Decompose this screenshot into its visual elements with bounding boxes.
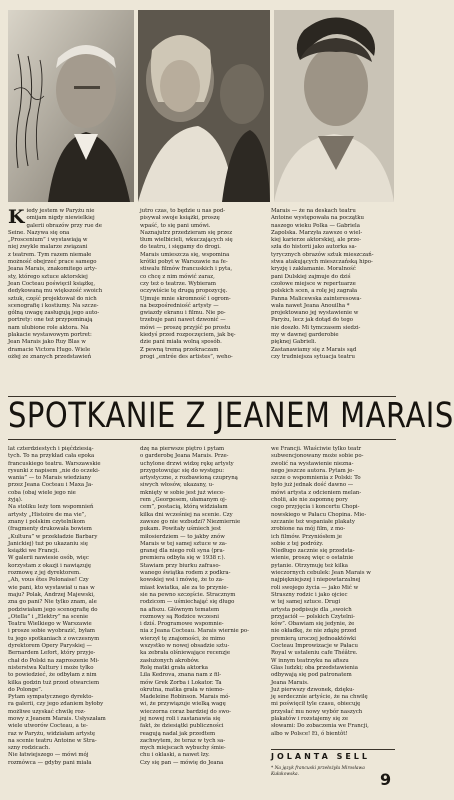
text-line: premierą uroczej jednoaktówki [271,635,357,642]
text-line: mówi — proszę przyjść po prostu [140,324,231,331]
text-line: kilka dni wcześniej na scenie. Czy [140,511,233,518]
text-line: wiele utworów Cocteau, a te- [8,723,88,730]
text-line: Stawiam przy biurku zafraso- [140,562,221,569]
text-line: ożłej ze znanych przedstawień [8,353,92,360]
text-line: pisywał swoje książki, proszę [140,215,220,222]
text-line: siwych włosów, ukazany, u- [140,482,214,489]
text-line: pięknej Gabrieli. [271,339,317,346]
text-line: Nie łatwiejszego — mówi mój [8,752,89,759]
text-line: wała nawet Jeana Anouilha * [271,302,350,309]
text-line: Marais — że na deskach teatru [271,208,356,214]
text-line: Glas ludzki; oba przedstawienia [271,664,358,671]
text-line: Rolę matki grała aktorka [140,664,208,671]
text-line: i prosze sobie wyobrazić, byłam [8,628,96,635]
text-line: rozmowy są Rodzice wczesni [140,613,219,620]
lead-column-1 [8,208,132,390]
text-line: kiedyś przed rozpoczęciem, jak bę- [140,332,236,339]
text-line: „Kultura” w przekładzie Barbary [8,533,98,540]
text-line: Teatru Wielkiego w Warszawie [8,621,92,628]
text-line: wierzył tę znajomości, że mimo [140,635,226,642]
body-column-2 [140,446,264,764]
text-line: artysty „Histoire de ma vie”, [8,511,87,518]
page-number: 9 [380,770,392,789]
text-line: na scenie teatru Antoine w Stra- [8,737,97,744]
text-line: wie pani, kto wystawiał u nas w [8,584,95,591]
text-line: portrety: one też przypominają [8,317,93,324]
text-line: w tej samej sztuce. Drugi [271,599,341,606]
text-line: plakacie wystawowym portret: [8,332,92,339]
text-line: dramacie Victora Hugo. Wiele [8,346,91,353]
text-line: Marais umieszcza się, wspomina [140,251,230,258]
text-line: artystyczne, z rozbawioną czupryną [140,475,238,482]
text-line: Naznajutrz przedzieram się przez [140,229,233,236]
text-line: dedykowaną mu większość swoich [8,288,103,295]
text-line: na bezpośredniość artysty — [140,302,219,309]
text-line: sie na pewno szczęście. Stracznym [140,591,236,598]
text-line: ję serdecznie artyście, że na chwilę [271,694,368,701]
body-col1-text [8,446,132,767]
text-line: cem”, postacią, którą widziałam [140,504,228,511]
text-line: dzie pani miała wolną sposób. [140,339,222,346]
text-line: tych. To na przykład cała epoka [8,453,95,460]
photo-stage-couple [138,10,270,202]
text-line: my w dawnej garderobie [271,332,339,339]
drop-cap: K [8,206,25,228]
text-line: maju? Polak, Andrzej Majewski, [8,591,95,598]
text-line: Pytam sympatycznego dyrekto- [8,694,94,701]
text-line: progi „entrée des artistes”, weho- [140,353,233,360]
text-line: granej dla niego roli syna (pra- [140,548,225,555]
text-line: było już jednak dość dawno — [271,482,354,489]
text-line: Na stoliku leży tom wspomnień [8,504,94,511]
text-line: „Otella” i „Elektry” na scenie [8,613,89,620]
text-line: szczanie też wspaniałe plakaty [271,518,355,525]
text-line: raz w Paryżu, widziałam artystę [8,730,96,737]
text-line: premiera odbyła się w 1938 r.). [140,555,226,562]
footnote: * Na język francuski przełożyła Mirosława Kułakowska. [271,766,365,777]
text-line: ra galerii, czy jego zdaniem byłoby [8,701,104,708]
text-line: stiwalu filmów francuskich i pyta, [140,266,233,273]
text-line: sobie z tej podróży. [271,540,324,547]
text-line: Jeana Marais. [271,679,309,686]
text-line: Z pewną tremą przekraczam [140,346,219,353]
text-line: wszystko w nowej obsadzie sztu- [140,643,230,650]
body-col2-text [140,446,264,767]
text-line: ków”. Obawiam się jedynie, że [271,621,355,628]
text-line: stwa atakujących mieszczańską hipo- [271,259,373,266]
title-rule-bottom [8,439,396,440]
photo-young-actor [274,10,394,202]
text-line: mych miejscach wybuchy śmie- [140,745,226,752]
text-line: z teatrem. Tym razem niemałe [8,251,92,258]
text-line: chał do Polski na zaproszenie Mi- [8,657,100,664]
article-title: SPOTKANIE Z JEANEM MARAIS [8,394,454,436]
text-line: czy też o teatrze. Wybieram [140,280,216,287]
text-line: podziwiałam jego scenografię do [8,606,98,613]
text-line: plakatów i rozstajemy się ze [271,715,349,722]
text-line: możliwe uzyskać chwilę roz- [8,708,86,715]
text-line: mówi artysta z odcieniem melan- [271,489,362,496]
text-line: żyją). [8,497,23,504]
text-line: Zapolska. Marzyła zawsze o wiel- [271,229,363,236]
article-title-banner [0,394,454,440]
text-line: lat czterdziestych i pięćdziesią- [8,446,94,452]
text-line: nisterstwa Kultury i może tylko [8,664,94,671]
text-line: tu jego spotkaniach z owczesnym [8,635,100,642]
text-line: przysłać mu nowy wybór naszych [271,708,363,715]
text-line: zwolić na wystawienie niezna- [271,460,354,467]
text-line: Lila Kedrova, znana nam z fil- [140,672,222,679]
text-line: tyrycznych obrazów sztuk mieszczań- [271,251,374,258]
text-line: książki we Francji. [8,548,60,555]
text-line: scenografię i kostiumy. Na szcze- [8,302,99,309]
text-line: wieczorna coraz bardziej do swo- [140,708,231,715]
text-line: francuskiego teatru. Warszawskie [8,460,101,467]
text-line: znany i polskim czytelnikom [8,518,86,525]
body-column-1 [8,446,132,764]
text-line: we Francji. Właściwie tylko teatr [271,446,362,452]
text-line: gwiazdy ekranu i filmu. Nie po- [140,310,226,317]
text-line: naszego wieku Polka — Gabriela [271,222,360,229]
text-line: mknięty w sobie jest już wiece- [140,489,225,496]
text-line: przyjaciół — polskich Czytelni- [271,613,355,620]
lead-column-3 [271,208,395,390]
text-line: wi, że przywiązuje wielką wagę [140,701,226,708]
text-line: i dziś. Programowe wspomnie- [140,621,224,628]
text-line: miłosierdziem — to jakby znów [140,533,225,540]
author-byline: JOLANTA SELL [271,752,370,761]
text-line: rodzicom — uśmiechająć się długo [140,599,235,606]
text-line: iedy jestem w Paryżu nie [26,208,95,214]
text-line: Już pierwszy dzwonek, dzięku- [271,686,355,693]
text-line: „Ah, vous êtes Polonaise! Czy [8,577,89,584]
text-line: zna go pani? Nie tylko znam, ale [8,599,97,606]
text-line: Cocteau Improwizacje w Pałacu [271,643,359,650]
text-line: jej nowej roli i zastanawia się [140,715,221,722]
text-line: korzystam z okazji i nawiązuję [8,562,92,569]
text-line: zasłużonych akrobów. [140,657,200,664]
text-line: przez Jeana Cocteau i Maxa Ja- [8,482,94,489]
autograph-signature [10,50,50,170]
text-line: kowskiej wsi i mówię, że to za- [140,577,224,584]
text-line: dzę na pierwsze piętro i pytam [140,446,225,452]
text-line: zachwytem, że teraz w tych sa- [140,737,226,744]
text-line: Jean Cocteau poświęcił książkę, [8,280,96,287]
text-line: szny rodzicach. [8,745,51,752]
text-line: (fragmenty drukowała bowiem [8,526,92,533]
lead-col1-text [8,208,132,361]
text-line: Zastanawiamy się z Marais sąd [271,346,357,353]
text-line: artysta podpisuje dla „swoich [271,606,352,613]
text-line: rem „Georgesem, ułamanym oj- [140,497,227,504]
text-line: kiej karierze aktorskiej, ale prze- [271,237,362,244]
text-line: Czy się pan — mówię do Jeana [140,759,224,766]
text-line: mów Grek Zorba i Lokator. Ta [140,679,222,686]
text-line: nie okładkę, że nie zdążę przed [271,628,357,635]
text-line: o garderobę Jeana Marais. Prze- [140,453,229,460]
text-line: „Proscenium” i wystawiają w [8,237,88,244]
author-rule [271,749,395,750]
text-line: do teatru, i sięgamy do drogi. [140,244,221,251]
text-line: odbywają się pod patronatem [271,672,352,679]
text-line: nego jeszcze autora. Pytam je- [271,467,355,474]
text-line: wanego świątka rodem z podkra- [140,570,231,577]
text-line: dyrektorem Opery Paryskiej — [8,643,92,650]
text-line: Straszny rodzic i jako ojciec [271,591,348,598]
text-line: krótki pobyt w Warszawie na fe- [140,259,228,266]
text-line: subwencjonowany może sobie po- [271,453,364,460]
text-line: fakt, że dziesiątki publiczności [140,723,224,730]
text-line: wania” — to Marais wiedziany [8,475,91,482]
text-line: Panna Malicewska zainteresowa- [271,295,362,302]
text-line: Royal w ustaleniu cafe Théâtre. [271,650,358,657]
text-line: Jean Marais jako Ruy Blas w [8,339,86,346]
text-line: projektowano jej wystawienie w [271,310,359,317]
text-line: niej zwykle malarze związani [8,244,88,251]
text-line: Niedługo zacznie się przedsta- [271,548,355,555]
text-line: polskich scen, a rolę jej zagrała [271,288,358,295]
text-line: możność obejrzeć prace samego [8,259,97,266]
text-line: nie doszło. Mi tymczasem siedzi- [271,324,361,331]
text-line: mi poświęcił tyle czasu, obiecuję [271,701,361,708]
text-line: wpaść, to się pani umówi. [140,222,211,229]
text-line: nia z Jeana Cocteau. Marais wiernie po- [140,628,249,635]
body-col3-text [271,446,395,738]
text-line: omijam nigdy niewielkiej [26,215,95,222]
text-line: okrutna, matka grała w niemo- [140,686,225,693]
text-line: Marais w tej samej sztuce w za- [140,540,227,547]
text-line: mowy z Jeanem Marais. Usłyszałam [8,715,106,722]
text-line: to powiedzieć, że odbyłam z nim [8,672,97,679]
lead-column-2 [140,208,264,390]
text-line: Paryżu, lecz jak dotąd do tego [271,317,354,324]
text-line: szcze o wspomnienia z Polski: To [271,475,361,482]
text-line: nowskiego w Pałacu Chopina. Mie- [271,511,367,518]
text-line: czołowe miejsce w repertuarze [271,280,356,287]
text-line: ka zebrała olśniewające recenzje [140,650,231,657]
text-line: Bernardem Lefort, który przyje- [8,650,96,657]
text-line: chu i oklaski, a nawet łzy. [140,752,210,759]
text-line: wieczornych cebulek: Jean Marais w [271,570,371,577]
text-line: rozmowę z jej dyrektorem. [8,570,81,577]
text-line: kilka godzin tuż przed otwarciem [8,679,100,686]
text-line: cego przyjęcia i koncertu Chopi- [271,504,360,511]
text-line: Madeleine Robinson. Marais mó- [140,694,231,701]
text-line: gólną uwagę zasługują jego auto- [8,310,100,317]
text-line: sztuk, część projektował do nich [8,295,97,302]
text-line: Antoine występowała na początku [271,215,364,222]
lead-col3-text [271,208,395,361]
text-line: czy trudniejsza sytuacja teatru [271,353,355,360]
text-line: uchylone drzwi widzę rękę artysty [140,460,234,467]
text-line: pukam. Powitały uśmiech jest [140,526,222,533]
text-line: trzebuje pani nawet dzwonić — [140,317,226,324]
text-line: W innym teatrzyku na afiszu [271,657,349,664]
text-line: jutro czas, to będzie u nas pod- [140,208,226,214]
text-line: kryzję i zakłamanie. Moralność [271,266,356,273]
text-line: ich filmów. Przyniósłem je [271,533,342,540]
text-line: zawsze go nie wzbudzi? Niezmiernie [140,518,241,525]
text-line: reagują nadal jak przedtem [140,730,216,737]
text-line: tłum wielbicieli, wkuczających się [140,237,233,244]
text-line: roli swojego życia — jako Mić w [271,584,359,591]
text-line: W galerii nawiesie osób, więc [8,555,89,562]
lead-col2-text [140,208,264,361]
text-line: zrobione na mój film, z mo- [271,526,346,533]
photo-strip [8,10,394,202]
text-line: do Polonge”. [8,686,43,693]
text-line: najpiękniejszej i niepowtarzalnej [271,577,361,584]
text-line: na afiszu. Głównym tematem [140,606,220,613]
text-line: galerii obrazów przy rue de [26,222,102,229]
text-line: coba (obaj wiele jego nie [8,489,76,496]
text-line: wienie, proszę więc o ostatnie [271,555,354,562]
text-line: pani Dulskiej zajmuje do dziś [271,273,351,280]
text-line: cholii, ale nie zapomnę pory [271,497,348,504]
text-line: rozmówca — gdyby pani miała [8,759,92,766]
text-line: pytanie. Otrzymuję też kilka [271,562,349,569]
text-line: szła do historii jako autorka sa- [271,244,357,251]
text-line: słowami: Do zobaczenia we Francji, [271,723,369,730]
text-line: Seine. Nazywa się ona [8,229,70,236]
text-line: nam ulubione role aktora. Na [8,324,89,331]
text-line: przygotowując się do występu: [140,467,225,474]
text-line: sty, którego sztuce aktorskiej [8,273,88,280]
text-line: rysunki z napisem „nie do oczeki- [8,467,100,474]
text-line: miast kwiatka, ale za to przynie- [140,584,229,591]
text-line: co chcę z nim mówić zaraz, [140,273,215,280]
text-line: albo w Polsce! Ei, ó bientôt! [271,730,348,737]
text-line: oczywiście tę drugą propozycję. [140,288,228,295]
text-line: Ujmuje mnie skromność i ogrom- [140,295,231,302]
text-line: Jeana Marais, znakomitego arty- [8,266,97,273]
text-line: Janickiej) tuż po ukazaniu się [8,540,88,547]
body-column-3 [271,446,395,746]
